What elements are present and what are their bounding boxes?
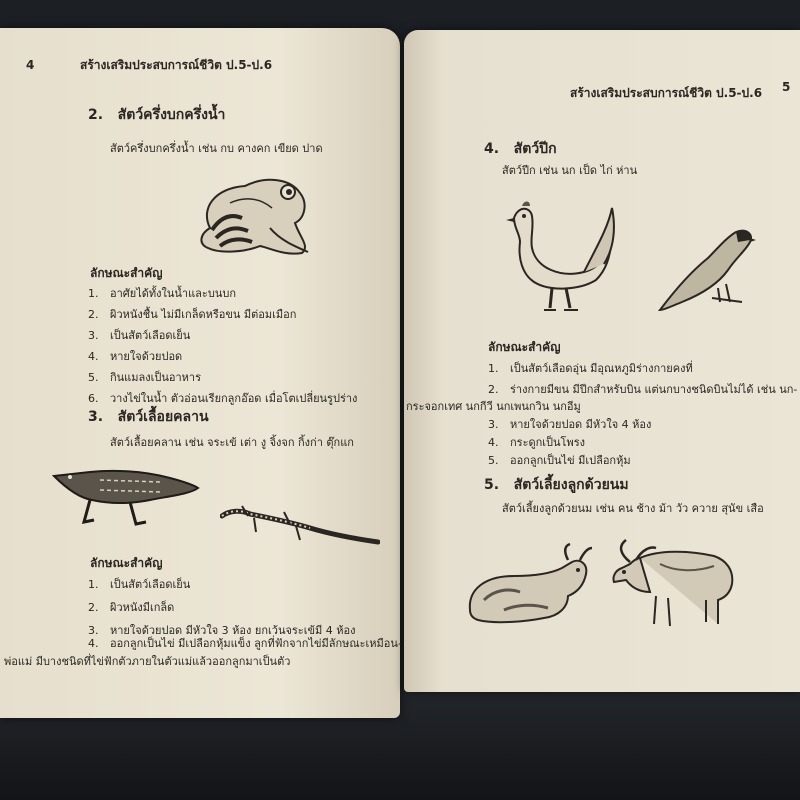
section-title: สัตว์เลี้ยงลูกด้วยนม bbox=[513, 477, 629, 493]
page-header: สร้างเสริมประสบการณ์ชีวิต ป.5-ป.6 bbox=[80, 58, 273, 72]
list-item-continuation: พ่อแม่ มีบางชนิดที่ไข่ฟักตัวภายในตัวแม่แล้วออกลูกมาเป็นตัว bbox=[4, 655, 291, 668]
right-page bbox=[404, 30, 800, 692]
lizard-illustration bbox=[220, 502, 380, 552]
section-title: สัตว์เลื้อยคลาน bbox=[117, 409, 209, 425]
section-description: สัตว์เลี้ยงลูกด้วยนม เช่น คน ช้าง ม้า วัว ควาย สุนัข เสือ bbox=[502, 502, 764, 515]
list-item: 2. ผิวหนังมีเกล็ด bbox=[88, 601, 175, 614]
section-description: สัตว์เลื้อยคลาน เช่น จระเข้ เต่า งู จิ้งจก กิ้งก่า ตุ๊กแก bbox=[110, 436, 354, 449]
list-item: 5. กินแมลงเป็นอาหาร bbox=[88, 371, 202, 384]
cow-illustration bbox=[464, 540, 594, 630]
page-number: 4 bbox=[26, 58, 35, 72]
list-item: 2. ร่างกายมีขน มีปีกสำหรับบิน แต่นกบางชนิดบินไม่ได้ เช่น นก- bbox=[488, 383, 798, 396]
frog-illustration bbox=[190, 168, 320, 263]
list-item: 3. หายใจด้วยปอด มีหัวใจ 4 ห้อง bbox=[488, 418, 652, 431]
section-number: 5. bbox=[484, 477, 500, 493]
bird-illustration bbox=[652, 218, 756, 318]
list-item: 1. เป็นสัตว์เลือดเย็น bbox=[88, 578, 191, 591]
section-number: 3. bbox=[88, 409, 104, 425]
list-item: 3. หายใจด้วยปอด มีหัวใจ 3 ห้อง ยกเว้นจระเข้มี 4 ห้อง bbox=[88, 624, 356, 637]
section-description: สัตว์ปีก เช่น นก เป็ด ไก่ ห่าน bbox=[502, 164, 638, 177]
section-number: 2. bbox=[88, 107, 104, 123]
crocodile-illustration bbox=[50, 460, 202, 530]
list-item-continuation: กระจอกเทศ นกกีวี นกเพนกวิน นกอีมู bbox=[406, 400, 581, 413]
section-description: สัตว์ครึ่งบกครึ่งน้ำ เช่น กบ คางคก เขียด ปาด bbox=[110, 142, 323, 155]
section-heading bbox=[88, 108, 225, 122]
buffalo-illustration bbox=[610, 536, 740, 632]
list-item: 3. เป็นสัตว์เลือดเย็น bbox=[88, 329, 191, 342]
section-title: สัตว์ปีก bbox=[513, 141, 557, 157]
page-number: 5 bbox=[782, 80, 791, 94]
page-header: สร้างเสริมประสบการณ์ชีวิต ป.5-ป.6 bbox=[570, 86, 763, 100]
left-page bbox=[0, 28, 400, 718]
section-heading bbox=[88, 410, 209, 424]
list-item: 4. หายใจด้วยปอด bbox=[88, 350, 183, 363]
section-number: 4. bbox=[484, 141, 500, 157]
list-item: 5. ออกลูกเป็นไข่ มีเปลือกหุ้ม bbox=[488, 454, 631, 467]
list-item: 4. ออกลูกเป็นไข่ มีเปลือกหุ้มแข็ง ลูกที่ฟักจากไข่มีลักษณะเหมือน- bbox=[88, 637, 402, 650]
section-heading bbox=[484, 478, 629, 492]
features-heading: ลักษณะสำคัญ bbox=[488, 340, 561, 354]
list-item: 1. อาศัยได้ทั้งในน้ำและบนบก bbox=[88, 287, 236, 300]
features-heading: ลักษณะสำคัญ bbox=[90, 266, 163, 280]
section-title: สัตว์ครึ่งบกครึ่งน้ำ bbox=[117, 107, 226, 123]
list-item: 6. วางไข่ในน้ำ ตัวอ่อนเรียกลูกอ๊อด เมื่อโตเปลี่ยนรูปร่าง bbox=[88, 392, 358, 405]
section-heading bbox=[484, 142, 557, 156]
list-item: 4. กระดูกเป็นโพรง bbox=[488, 436, 585, 449]
list-item: 2. ผิวหนังชื้น ไม่มีเกล็ดหรือขน มีต่อมเมือก bbox=[88, 308, 297, 321]
list-item: 1. เป็นสัตว์เลือดอุ่น มีอุณหภูมิร่างกายคงที่ bbox=[488, 362, 693, 375]
features-heading: ลักษณะสำคัญ bbox=[90, 556, 163, 570]
chicken-illustration bbox=[500, 198, 620, 313]
